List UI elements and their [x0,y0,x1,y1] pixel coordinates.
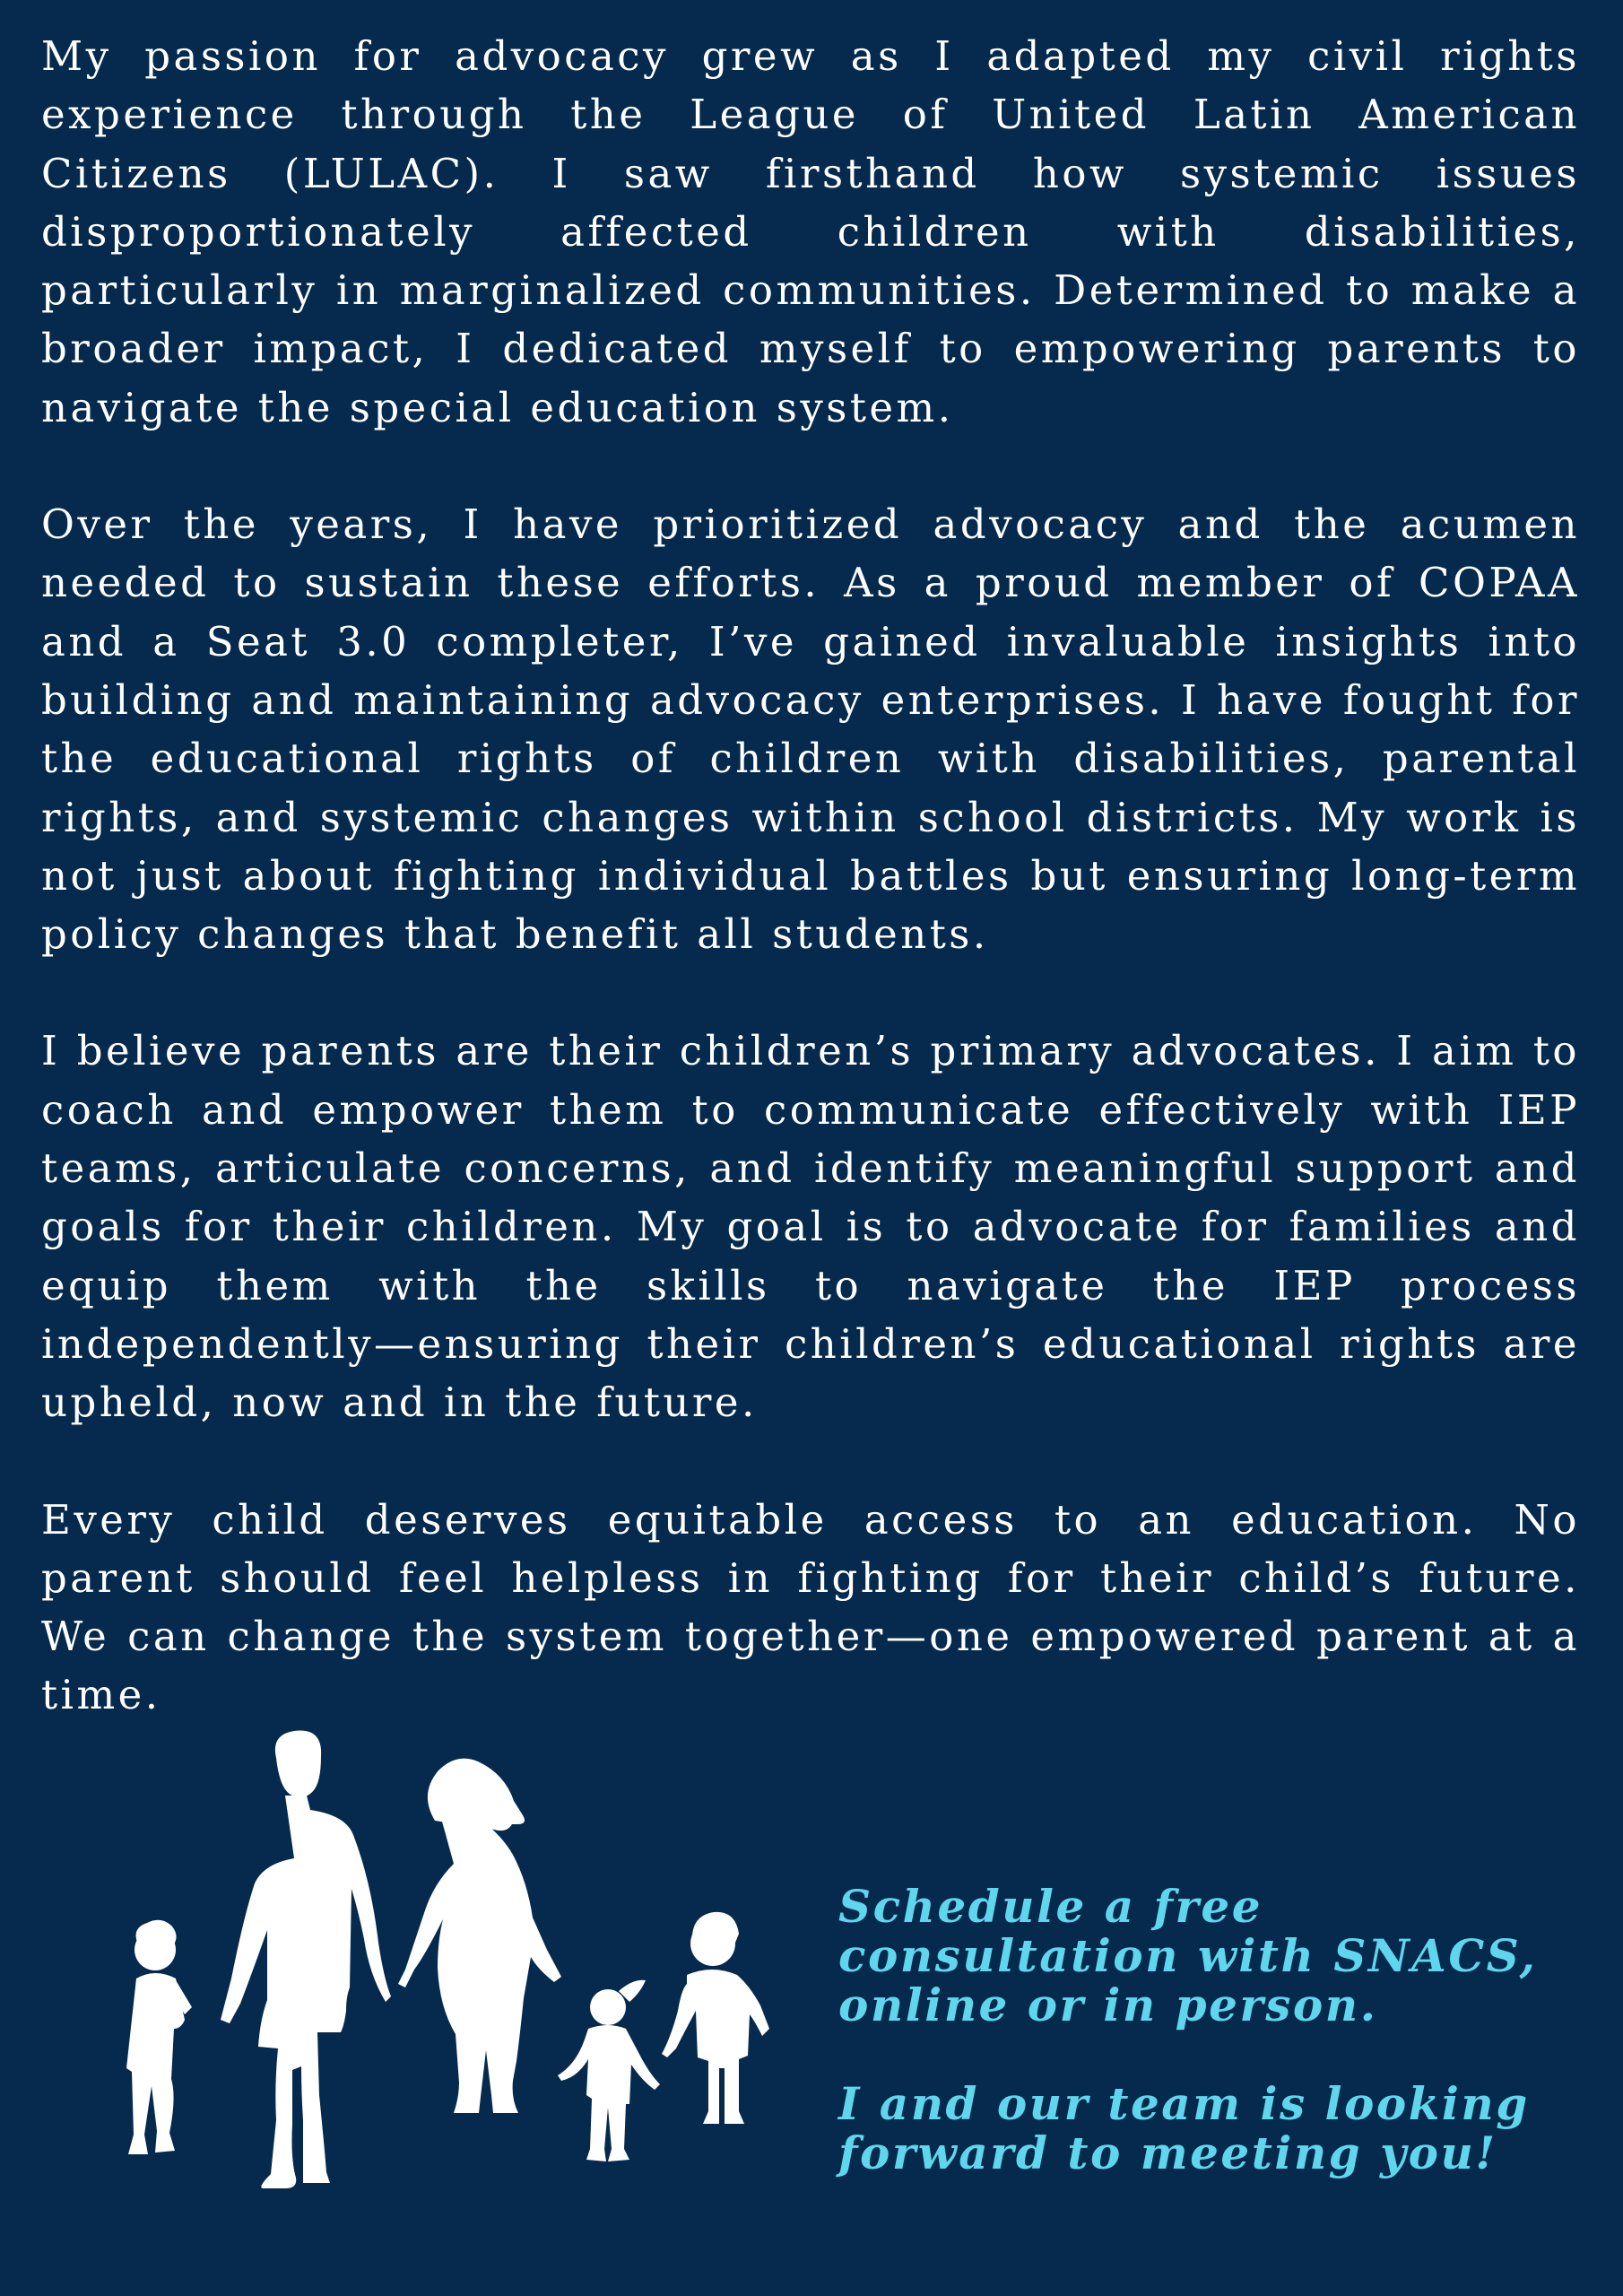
paragraph-advocacy-origin: My passion for advocacy grew as I adapted my civil rights experience through the League of United Latin American Citizens (LULAC). I saw firsthand how systemic issues disproportionately affected children with disabilities, particularly in marginalized communities. Determined to make a broader impact, I dedicated myself to empowering parents to navigate the special education system. [41,32,1580,431]
paragraph-closing: Every child deserves equitable access to an education. No parent should feel helpless in fighting for their child’s future. We can change the system together—one empowered parent at a time. [41,1495,1580,1719]
consultation-call-to-action [838,1882,1556,2178]
paragraph-parent-empowerment: I believe parents are their children’s primary advocates. I aim to coach and empower them to communicate effectively with IEP teams, articulate concerns, and identify meaningful support and goals for their children. My goal is to advocate for families and equip them with the skills to navigate the IEP process independently—ensuring their children’s educational rights are upheld, now and in the future. [41,1027,1580,1427]
body-text [41,27,1580,1725]
paragraph-experience: Over the years, I have prioritized advocacy and the acumen needed to sustain these efforts. As a proud member of COPAA and a Seat 3.0 completer, I’ve gained invaluable insights into building and maintaining advocacy enterprises. I have fought for the educational rights of children with disabilities, parental rights, and systemic changes within school districts. My work is not just about fighting individual battles but ensuring long-term policy changes that benefit all students. [41,500,1580,959]
boy-silhouette [662,1912,769,2124]
family-silhouette-icon [117,1722,771,2188]
girl-silhouette [558,1980,660,2161]
mother-silhouette [398,1759,561,2113]
cta-schedule-text: Schedule a free consultation with SNACS, online or in person. [838,1880,1538,2031]
father-silhouette [221,1731,391,2188]
child-left-silhouette [126,1920,192,2154]
cta-meeting-text: I and our team is looking forward to meeting you! [838,2077,1530,2179]
